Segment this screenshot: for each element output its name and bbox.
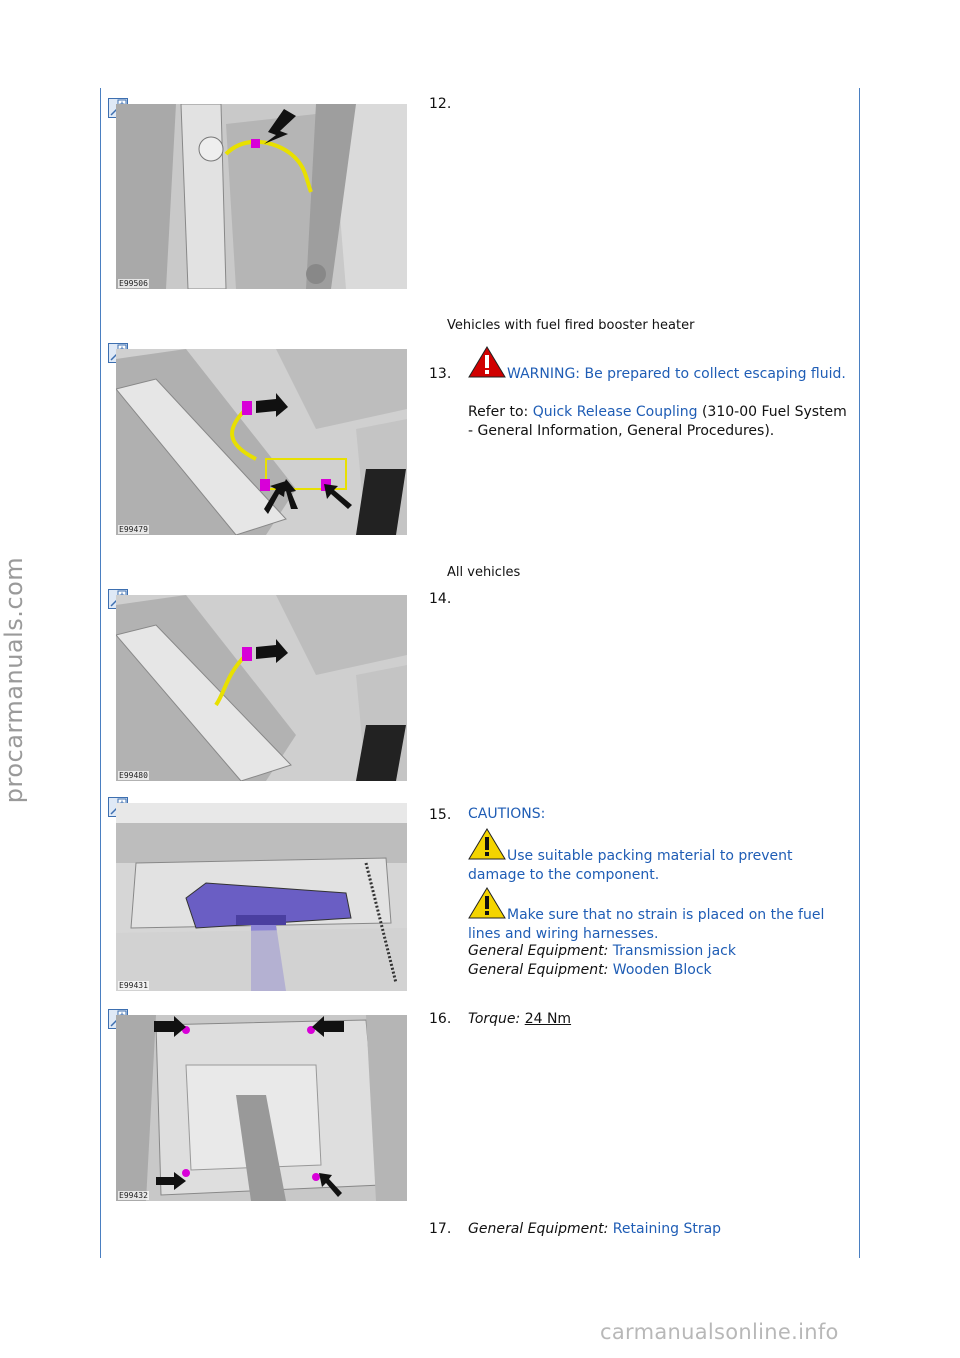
figure-step-15 bbox=[116, 803, 407, 991]
torque-value: 24 Nm bbox=[524, 1011, 572, 1027]
figure-step-12 bbox=[116, 104, 407, 289]
equipment-label: General Equipment: bbox=[468, 962, 609, 978]
figure-step-16 bbox=[116, 1015, 407, 1201]
right-border-line bbox=[859, 88, 860, 1258]
figure-code: E99506 bbox=[119, 279, 148, 288]
cautions-title: CAUTIONS: bbox=[468, 806, 546, 822]
torque-label: Torque: bbox=[468, 1011, 521, 1027]
warning-text: WARNING: Be prepared to collect escaping fluid. bbox=[507, 366, 846, 382]
step-15-equipment-1 bbox=[468, 942, 848, 961]
step-12-number: 12. bbox=[429, 96, 452, 112]
refer-prefix: Refer to: bbox=[468, 404, 533, 420]
step-13-refer bbox=[468, 403, 848, 441]
caution-1-text: Use suitable packing material to prevent damage to the component. bbox=[468, 848, 793, 883]
side-watermark: procarmanuals.com bbox=[0, 556, 28, 804]
quick-release-coupling-link[interactable]: Quick Release Coupling bbox=[532, 404, 698, 420]
equipment-label: General Equipment: bbox=[468, 1221, 609, 1237]
step-15-caution-2 bbox=[468, 887, 848, 944]
caution-triangle-icon bbox=[468, 887, 506, 925]
step-16-number: 16. bbox=[429, 1011, 452, 1027]
step-15-equipment-2 bbox=[468, 961, 848, 980]
step-15-number: 15. bbox=[429, 807, 452, 823]
step-13-number: 13. bbox=[429, 366, 452, 382]
step-14-number: 14. bbox=[429, 591, 452, 607]
caution-2-text: Make sure that no strain is placed on the fuel lines and wiring harnesses. bbox=[468, 907, 825, 942]
step-17-equipment bbox=[468, 1220, 848, 1239]
figure-code: E99480 bbox=[119, 771, 148, 780]
refer-suffix: (310-00 Fuel System - General Information, General Procedures). bbox=[468, 404, 847, 439]
equipment-label: General Equipment: bbox=[468, 943, 609, 959]
section-label-booster-heater: Vehicles with fuel fired booster heater bbox=[447, 318, 695, 333]
figure-step-14 bbox=[116, 595, 407, 781]
wooden-block-link[interactable]: Wooden Block bbox=[612, 962, 712, 978]
figure-step-13 bbox=[116, 349, 407, 535]
left-border-line bbox=[100, 88, 101, 1258]
step-15-cautions-title bbox=[468, 805, 848, 824]
figure-code: E99431 bbox=[119, 981, 148, 990]
warning-triangle-icon bbox=[468, 346, 506, 384]
step-13-warning bbox=[468, 346, 848, 384]
figure-code: E99479 bbox=[119, 525, 148, 534]
transmission-jack-link[interactable]: Transmission jack bbox=[612, 943, 736, 959]
caution-triangle-icon bbox=[468, 828, 506, 866]
step-16-torque bbox=[468, 1010, 848, 1029]
retaining-strap-link[interactable]: Retaining Strap bbox=[612, 1221, 722, 1237]
bottom-watermark: carmanualsonline.info bbox=[600, 1320, 839, 1344]
step-17-number: 17. bbox=[429, 1221, 452, 1237]
step-15-caution-1 bbox=[468, 828, 848, 885]
section-label-all-vehicles: All vehicles bbox=[447, 565, 521, 580]
figure-code: E99432 bbox=[119, 1191, 148, 1200]
